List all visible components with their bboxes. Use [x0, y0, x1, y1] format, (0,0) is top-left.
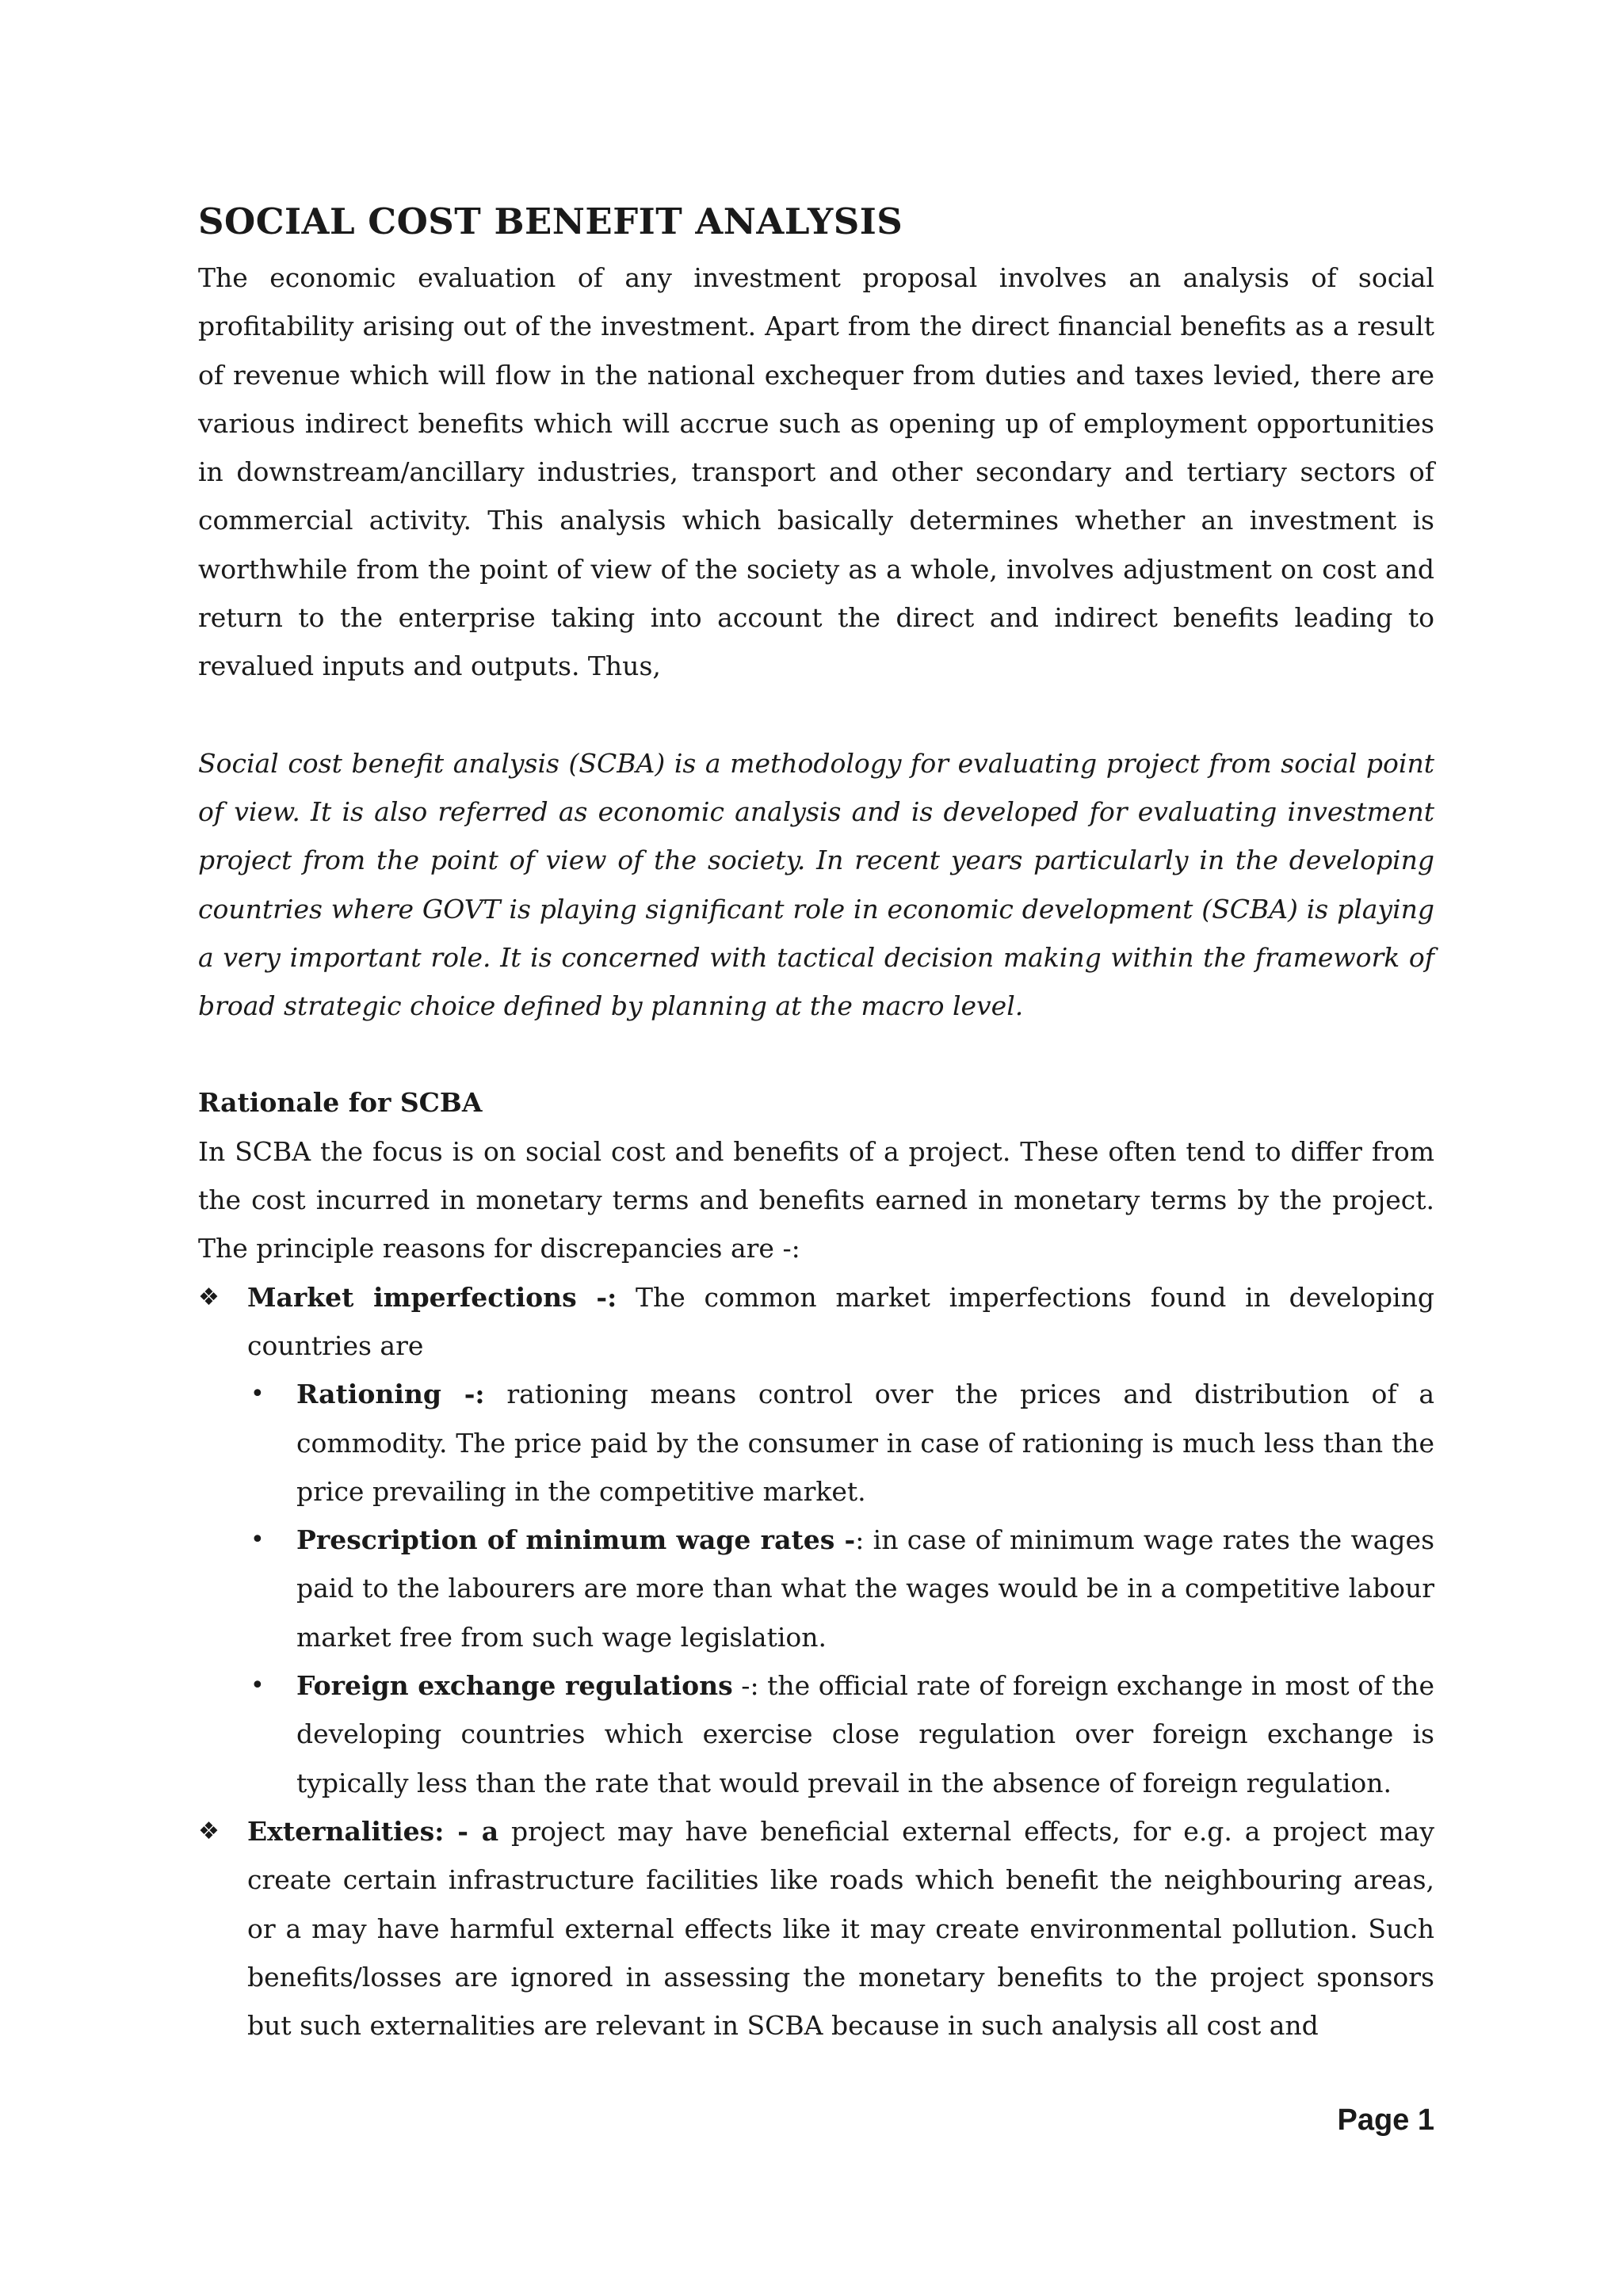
- externalities-text: [247, 1807, 1434, 2050]
- foreign-exchange-term: Foreign exchange regulations: [296, 1670, 733, 1702]
- market-imperfections-text: [247, 1273, 1434, 1371]
- dot-bullet-icon: •: [250, 1526, 265, 1554]
- externalities-desc: project may have beneficial external effects, for e.g. a project may create certain infrastructure facilities like roads which benefit the neighbouring areas, or a may have harmful external effects like it may create environmental pollution. Such benefits/losses are ignored in assessing the monetary benefits to the project sponsors but such externalities are relevant in SCBA because in such analysis all cost and: [247, 1815, 1434, 2042]
- page-number: Page 1: [1337, 2103, 1434, 2137]
- document-title: SOCIAL COST BENEFIT ANALYSIS: [198, 200, 903, 242]
- list-item-market-imperfections: [198, 1273, 1434, 1807]
- page-content: [198, 196, 1434, 2050]
- dot-bullet-icon: •: [250, 1672, 265, 1700]
- market-imperfections-desc: The common market imperfections found in developing countries are: [247, 1281, 1434, 1361]
- rationale-heading: Rationale for SCBA: [198, 1087, 483, 1119]
- intro-paragraph: The economic evaluation of any investment proposal involves an analysis of social profitability arising out of the investment. Apart from the direct financial benefits as a result of revenue which will flow in the national exchequer from duties and taxes levied, there are various indirect benefits which will accrue such as opening up of employment opportunities in downstream/ancillary industries, transport and other secondary and tertiary sectors of commercial activity. This analysis which basically determines whether an investment is worthwhile from the point of view of the society as a whole, involves adjustment on cost and return to the enterprise taking into account the direct and indirect benefits leading to revalued inputs and outputs. Thus,: [198, 262, 1434, 682]
- diamond-bullet-icon: ❖: [198, 1283, 220, 1311]
- spacer: [198, 1030, 1434, 1078]
- foreign-exchange-text: [296, 1661, 1434, 1807]
- list-item-externalities: [198, 1807, 1434, 2050]
- spacer: [198, 691, 1434, 739]
- imperfections-sublist: [247, 1370, 1434, 1807]
- rationing-term: Rationing -:: [296, 1379, 485, 1410]
- list-item-rationing: [247, 1370, 1434, 1516]
- rationing-desc: rationing means control over the prices and distribution of a commodity. The price paid by the consumer in case of rationing is much less than the price prevailing in the competitive market.: [296, 1379, 1434, 1507]
- minimum-wage-desc: : in case of minimum wage rates the wages paid to the labourers are more than what the wages would be in a competitive labour market free from such wage legislation.: [296, 1524, 1435, 1653]
- minimum-wage-term: Prescription of minimum wage rates -: [296, 1524, 856, 1556]
- externalities-term: Externalities: - a: [247, 1815, 499, 1847]
- rationing-text: [296, 1370, 1434, 1516]
- diamond-bullet-icon: ❖: [198, 1817, 220, 1845]
- reasons-list: [198, 1273, 1434, 2050]
- definition-paragraph: Social cost benefit analysis (SCBA) is a methodology for evaluating project from social point of view. It is also referred as economic analysis and is developed for evaluating investment project from the point of view of the society. In recent years particularly in the developing countries where GOVT is playing significant role in economic development (SCBA) is playing a very important role. It is concerned with tactical decision making within the framework of broad strategic choice defined by planning at the macro level.: [198, 747, 1434, 1022]
- rationale-paragraph: In SCBA the focus is on social cost and benefits of a project. These often tend to differ from the cost incurred in monetary terms and benefits earned in monetary terms by the project. The principle reasons for discrepancies are -:: [198, 1135, 1434, 1264]
- market-imperfections-term: Market imperfections -:: [247, 1281, 617, 1313]
- list-item-foreign-exchange: [247, 1661, 1434, 1807]
- dot-bullet-icon: •: [250, 1380, 265, 1409]
- foreign-exchange-desc: -: the official rate of foreign exchange in most of the developing countries which exercise close regulation over foreign exchange is typically less than the rate that would prevail in the absence of foreign regulation.: [296, 1670, 1434, 1798]
- list-item-minimum-wage: [247, 1516, 1434, 1661]
- minimum-wage-text: [296, 1516, 1434, 1661]
